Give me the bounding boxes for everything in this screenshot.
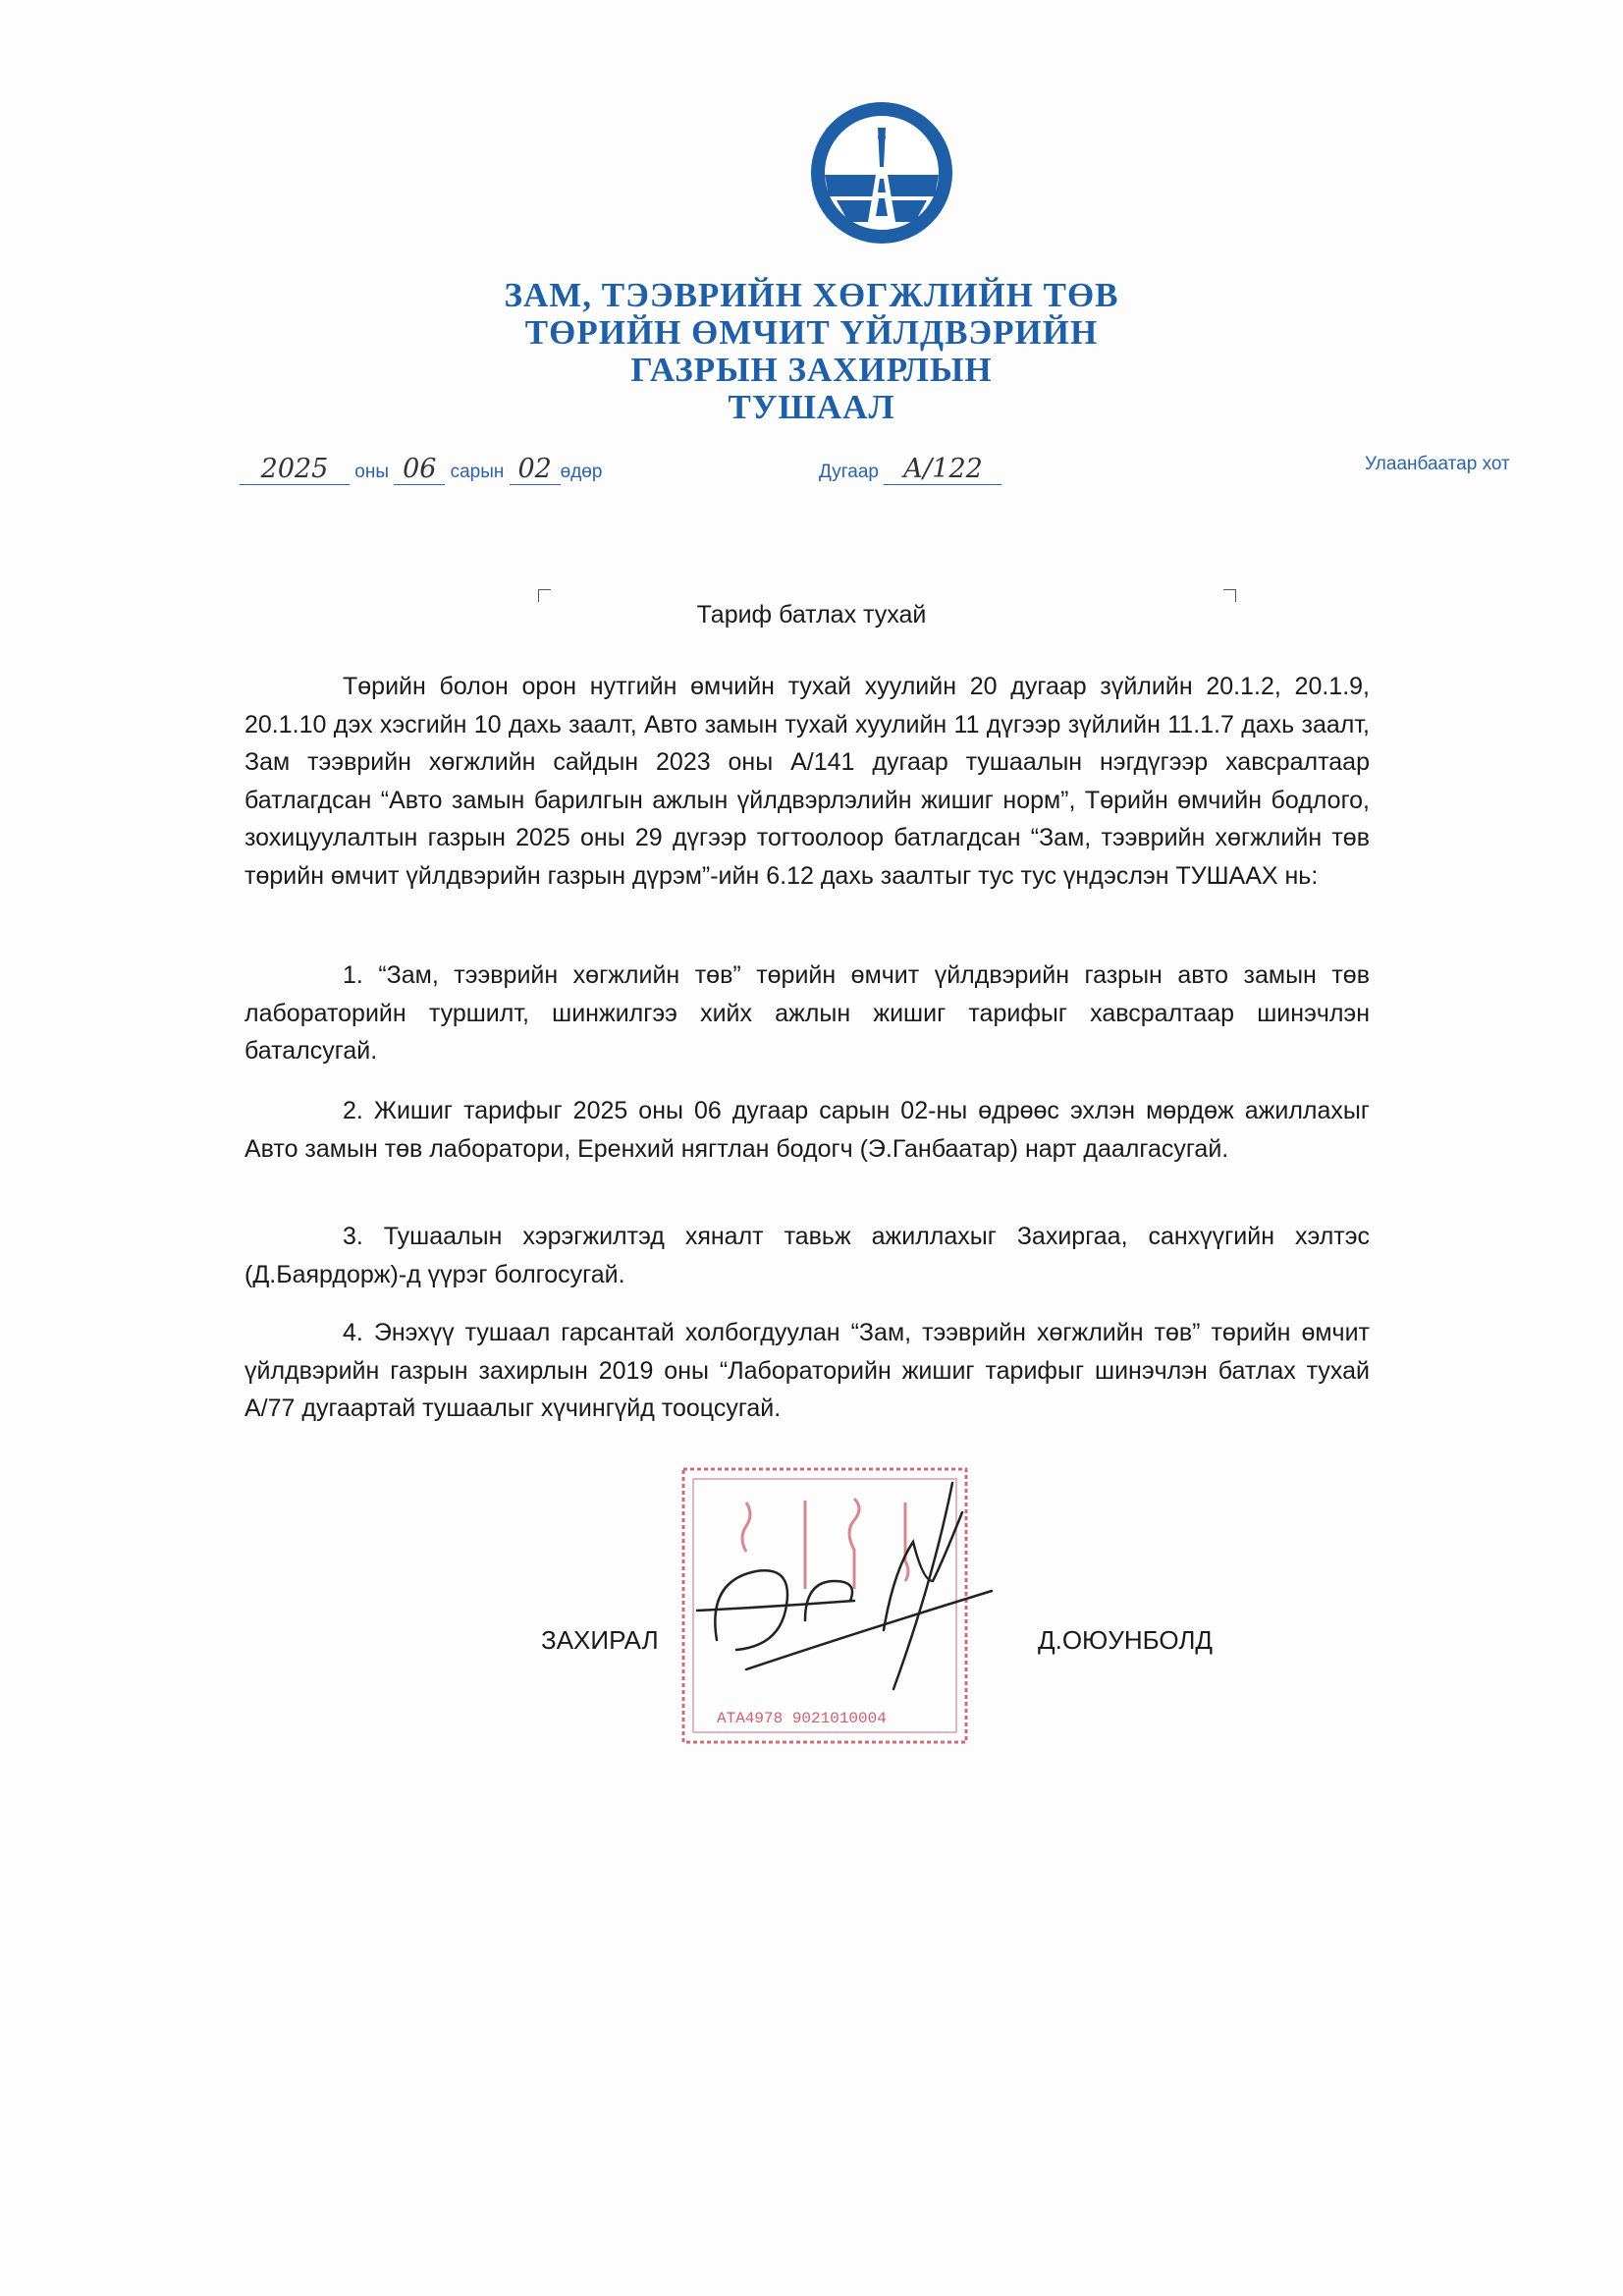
- document-city: Улаанбаатар хот: [1365, 454, 1510, 474]
- signatory-title: ЗАХИРАЛ: [541, 1625, 659, 1655]
- document-subject: Тариф батлах тухай: [696, 601, 927, 629]
- organization-logo-icon: [807, 98, 956, 247]
- date-year: 2025: [260, 454, 329, 484]
- stamp-serial: АТА4978 9021010004: [717, 1710, 887, 1727]
- number-label: Дугаар: [819, 462, 879, 482]
- date-month: 06: [403, 454, 437, 484]
- heading-line-4: ТУШААЛ: [728, 388, 895, 426]
- order-item-1: 1. “Зам, тээврийн хөгжлийн төв” төрийн өмчит үйлдвэрийн газрын авто замын төв лабораторийн туршилт, шинжилгээ хийх ажлын жишиг тарифыг хавсралтаар шинэчлэн баталсугай.: [244, 961, 1370, 1065]
- date-day: 02: [517, 454, 552, 484]
- order-item-4: 4. Энэхүү тушаал гарсантай холбогдуулан “Зам, тээврийн хөгжлийн төв” төрийн өмчит үйлдвэрийн газрын захирлын 2019 оны “Лабораторийн жишиг тарифыг шинэчлэн батлах тухай А/77 дугаартай тушаалыг хүчингүйд тооцсугай.: [244, 1319, 1370, 1422]
- document-date: [240, 454, 602, 485]
- signatory-name: Д.ОЮУНБОЛД: [1038, 1625, 1213, 1655]
- heading-line-2: ТӨРИЙН ӨМЧИТ ҮЙЛДВЭРИЙН: [524, 313, 1099, 352]
- date-day-suffix: өдөр: [560, 462, 603, 482]
- signature-icon: [687, 1473, 1041, 1699]
- order-item-3: 3. Тушаалын хэрэгжилтэд хяналт тавьж ажиллахыг Захиргаа, санхүүгийн хэлтэс (Д.Баярдорж)-д үүрэг болгосугай.: [244, 1223, 1370, 1288]
- preamble-paragraph: Төрийн болон орон нутгийн өмчийн тухай хуулийн 20 дугаар зүйлийн 20.1.2, 20.1.9, 20.1.10 дэх хэсгийн 10 дахь заалт, Авто замын тухай хуулийн 11 дүгээр зүйлийн 11.1.7 дахь заалт, Зам тээврийн хөгжлийн сайдын 2023 оны А/141 дугаар тушаалын нэгдүгээр хавсралтаар батлагдсан “Авто замын барилгын ажлын үйлдвэрлэлийн жишиг норм”, Төрийн өмчийн бодлого, зохицуулалтын газрын 2025 оны 29 дүгээр тогтоолоор батлагдсан “Зам, тээврийн хөгжлийн төв төрийн өмчит үйлдвэрийн газрын дүрэм”-ийн 6.12 дахь заалтыг тус тус үндэслэн ТУШААХ нь:: [244, 673, 1370, 890]
- number-value: А/122: [902, 454, 983, 484]
- order-item-2: 2. Жишиг тарифыг 2025 оны 06 дугаар сарын 02-ны өдрөөс эхлэн мөрдөж ажиллахыг Авто замын төв лаборатори, Еренхий нягтлан бодогч (Э.Ганбаатар) нарт даалгасугай.: [244, 1097, 1370, 1163]
- document-heading: [0, 277, 1623, 426]
- heading-line-3: ГАЗРЫН ЗАХИРЛЫН: [630, 351, 993, 389]
- date-month-suffix: сарын: [450, 462, 505, 482]
- document-number: [819, 454, 1001, 485]
- heading-line-1: ЗАМ, ТЭЭВРИЙН ХӨГЖЛИЙН ТӨВ: [504, 276, 1119, 314]
- date-year-suffix: оны: [354, 462, 389, 482]
